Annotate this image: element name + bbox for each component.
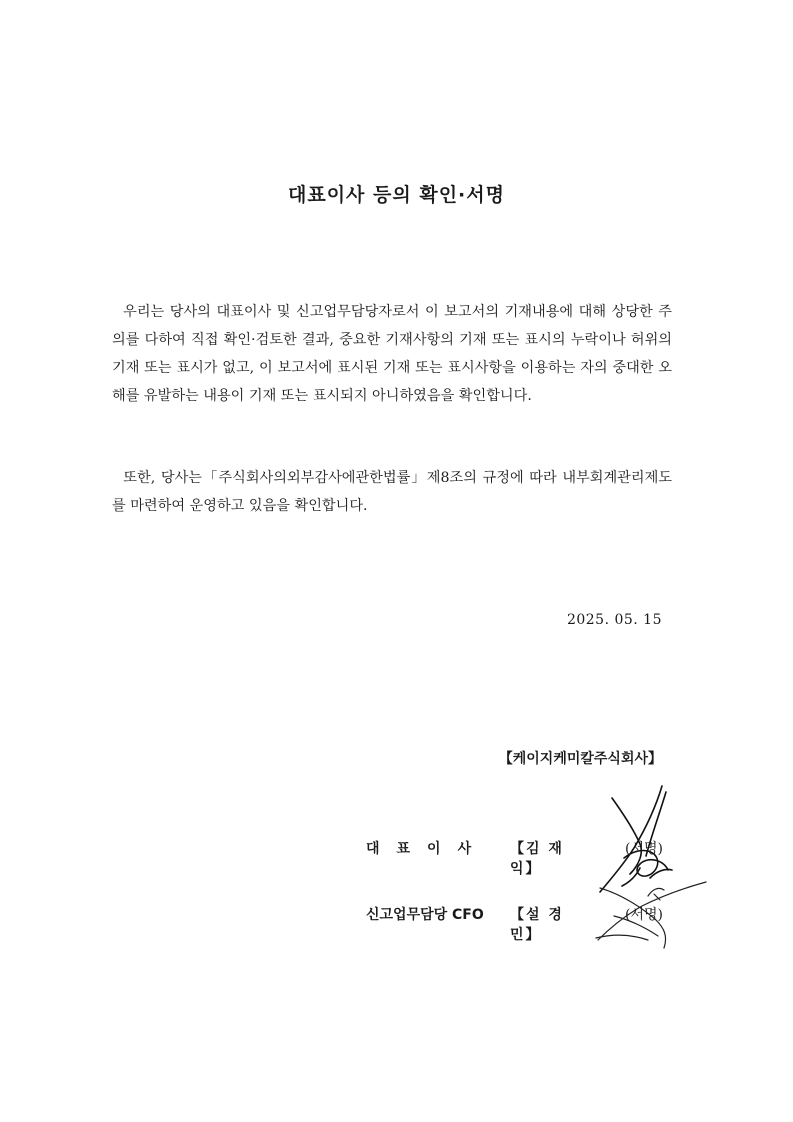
cfo-signature-row (0, 904, 793, 943)
paragraph-1-text: 우리는 당사의 대표이사 및 신고업무담당자로서 이 보고서의 기재내용에 대해 상당한 주의를 다하여 직접 확인·검토한 결과, 중요한 기재사항의 기재 또는 표시의 누락이나 허위의 기재 또는 표시가 없고, 이 보고서에 표시된 기재 또는 표시사항을 이용하는 자의 중대한 오해를 유발하는 내용이 기재 또는 표시되지 아니하였음을 확인합니다. (112, 304, 672, 404)
ceo-seal-label: (서명) (625, 841, 663, 857)
ceo-role-label: 대표이사 (366, 841, 489, 857)
internal-control-paragraph (112, 464, 672, 520)
cfo-role-label: 신고업무담당 CFO (366, 907, 484, 923)
ceo-name: 【김 재 익】 (510, 841, 564, 877)
company-name: 【케이지케미칼주식회사】 (498, 751, 662, 767)
cfo-seal-label: (서명) (625, 907, 663, 923)
cfo-name: 【설 경 민】 (510, 907, 564, 943)
paragraph-2-text: 또한, 당사는「주식회사의외부감사에관한법률」제8조의 규정에 따라 내부회계관리제도를 마련하여 운영하고 있음을 확인합니다. (112, 470, 672, 514)
document-date: 2025. 05. 15 (566, 612, 662, 628)
document-title: 대표이사 등의 확인·서명 (288, 184, 505, 206)
ceo-signature-row (0, 838, 793, 877)
confirmation-paragraph (112, 298, 672, 410)
